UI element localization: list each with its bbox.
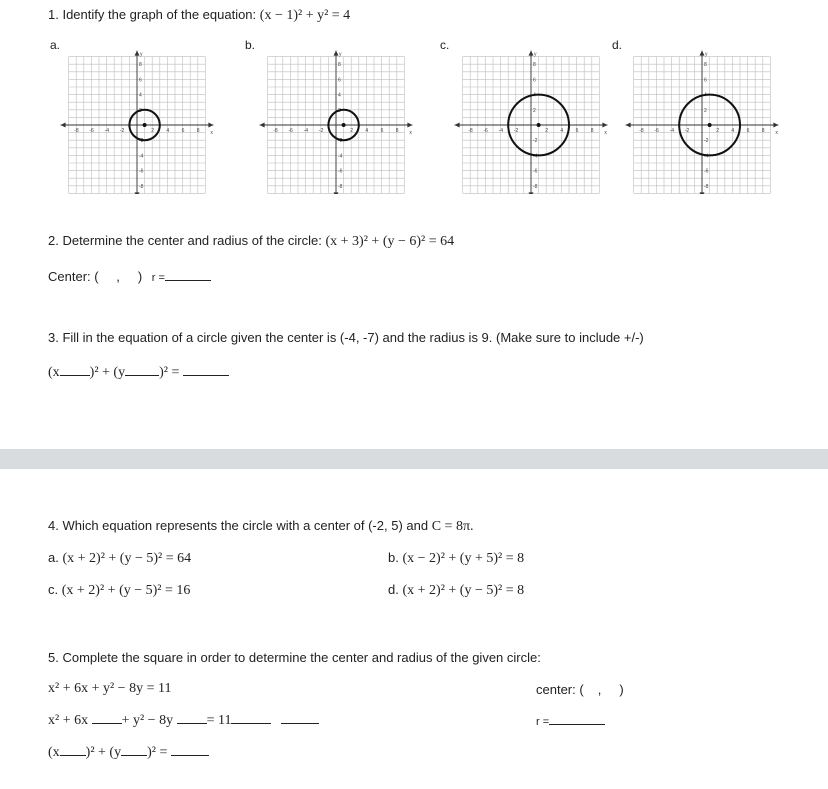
y-tick-label: -4 xyxy=(533,153,538,160)
y-tick-label: -2 xyxy=(338,138,343,145)
q5-x-blank[interactable] xyxy=(60,743,86,756)
q2-answer-line xyxy=(48,268,211,284)
y-tick-label: 2 xyxy=(338,107,341,114)
q4-choice-a-equation: (x + 2)² + (y − 5)² = 64 xyxy=(62,551,192,566)
x-tick-label: -2 xyxy=(684,128,690,134)
coordinate-plane xyxy=(55,39,220,194)
y-tick-label: 4 xyxy=(139,92,142,99)
q5-rhs-add-blank-1[interactable] xyxy=(231,711,271,724)
q5-steps-line xyxy=(48,711,319,729)
q5-radius-line xyxy=(536,712,605,728)
y-tick-label: -2 xyxy=(139,138,144,145)
y-tick-label: 8 xyxy=(139,62,142,69)
x-tick-label: 2 xyxy=(151,128,154,134)
q5-y-blank[interactable] xyxy=(121,743,147,756)
y-tick-label: 6 xyxy=(533,77,536,84)
q4-prompt: 4. Which equation represents the circle with a center of (-2, 5) and xyxy=(48,518,429,533)
q5-step-a: x² + 6x xyxy=(48,713,89,728)
y-tick-label: 2 xyxy=(704,107,707,114)
q1-option-a-label: a. xyxy=(50,38,61,52)
q4-choice-b-equation: (x − 2)² + (y + 5)² = 8 xyxy=(402,551,525,566)
q1-option-d-label: d. xyxy=(612,38,623,52)
y-tick-label: 8 xyxy=(533,62,536,69)
y-tick-label: 6 xyxy=(704,77,707,84)
y-tick-label: -6 xyxy=(704,168,709,175)
q2-equation: (x + 3)² + (y − 6)² = 64 xyxy=(325,234,455,249)
q2-radius-label: r = xyxy=(151,272,165,284)
q1-prompt: 1. Identify the graph of the equation: xyxy=(48,7,257,22)
q5-radius-blank[interactable] xyxy=(549,712,605,725)
x-tick-label: -4 xyxy=(669,128,675,134)
circle-center-dot xyxy=(342,123,346,127)
q5-rhs-blank[interactable] xyxy=(171,743,209,756)
x-tick-label: 4 xyxy=(560,128,564,134)
q2-radius-blank[interactable] xyxy=(165,268,211,281)
q5-center-label: center: ( xyxy=(536,682,584,697)
y-tick-label: -4 xyxy=(338,153,343,160)
y-tick-label: -6 xyxy=(338,168,343,175)
q3-y-blank[interactable] xyxy=(125,363,159,376)
y-tick-label: -6 xyxy=(139,168,144,175)
x-tick-label: 4 xyxy=(731,128,735,134)
q5-x-open: (x xyxy=(48,745,60,760)
q3-rhs-blank[interactable] xyxy=(183,363,229,376)
x-tick-label: 2 xyxy=(716,128,719,134)
y-tick-label: 6 xyxy=(139,77,142,84)
y-tick-label: -8 xyxy=(533,183,538,190)
q5-center-comma: , xyxy=(597,682,602,697)
q4-choice-d-label: d. xyxy=(388,582,399,597)
x-axis-label: x xyxy=(604,130,607,136)
x-tick-label: -4 xyxy=(303,128,309,134)
q4-line xyxy=(48,518,474,535)
q4-choice-d[interactable] xyxy=(388,582,524,599)
y-axis-label: y xyxy=(140,51,143,58)
coordinate-plane xyxy=(620,39,785,194)
x-tick-label: 8 xyxy=(196,128,200,134)
coordinate-plane xyxy=(254,39,419,194)
x-tick-label: -8 xyxy=(639,128,644,134)
q1-option-b-label: b. xyxy=(245,38,256,52)
q4-circumference: C = 8π. xyxy=(431,519,474,534)
x-tick-label: -6 xyxy=(654,128,659,134)
q1-equation: (x − 1)² + y² = 4 xyxy=(259,8,351,23)
x-tick-label: -2 xyxy=(513,128,519,134)
q2-center-close: ) xyxy=(137,269,143,284)
graph-option-b[interactable] xyxy=(254,39,419,194)
q3-sq-eq: )² = xyxy=(159,365,180,380)
q1-line xyxy=(48,7,350,24)
circle-center-dot xyxy=(708,123,712,127)
y-tick-label: 4 xyxy=(704,92,707,99)
q5-radius-label: r = xyxy=(536,716,550,728)
q4-choice-c-equation: (x + 2)² + (y − 5)² = 16 xyxy=(61,583,191,598)
q4-choice-b-label: b. xyxy=(388,550,399,565)
y-tick-label: -2 xyxy=(533,138,538,145)
graph-option-c[interactable] xyxy=(449,39,614,194)
y-tick-label: -2 xyxy=(704,138,709,145)
graph-option-a[interactable] xyxy=(55,39,220,194)
q5-prompt: 5. Complete the square in order to determine the center and radius of the given circle: xyxy=(48,650,541,665)
y-tick-label: 8 xyxy=(338,62,341,69)
x-tick-label: -6 xyxy=(89,128,94,134)
q5-equation: x² + 6x + y² − 8y = 11 xyxy=(48,681,172,696)
x-tick-label: 4 xyxy=(166,128,170,134)
section-divider xyxy=(0,449,828,469)
x-tick-label: 6 xyxy=(746,128,750,134)
y-tick-label: 2 xyxy=(533,107,536,114)
q4-choice-a-label: a. xyxy=(48,550,59,565)
q2-center-label: Center: ( xyxy=(48,269,99,284)
x-axis-label: x xyxy=(775,130,778,136)
x-tick-label: 6 xyxy=(181,128,185,134)
x-axis-label: x xyxy=(210,130,213,136)
x-tick-label: 8 xyxy=(590,128,594,134)
y-tick-label: -8 xyxy=(139,183,144,190)
q4-choice-a[interactable] xyxy=(48,550,191,567)
y-tick-label: -6 xyxy=(533,168,538,175)
q5-final-line xyxy=(48,743,209,761)
y-tick-label: 6 xyxy=(338,77,341,84)
x-tick-label: -8 xyxy=(273,128,278,134)
y-axis-label: y xyxy=(705,51,708,58)
x-tick-label: -4 xyxy=(104,128,110,134)
q2-prompt: 2. Determine the center and radius of the circle: xyxy=(48,233,322,248)
q3-answer-line xyxy=(48,363,229,381)
x-tick-label: -8 xyxy=(74,128,79,134)
y-tick-label: 4 xyxy=(338,92,341,99)
q3-x-blank[interactable] xyxy=(60,363,90,376)
x-tick-label: 2 xyxy=(350,128,353,134)
x-tick-label: 4 xyxy=(365,128,369,134)
y-tick-label: 8 xyxy=(704,62,707,69)
q5-rhs-add-blank-2[interactable] xyxy=(281,711,319,724)
q5-y-complete-blank[interactable] xyxy=(177,711,207,724)
y-tick-label: -8 xyxy=(704,183,709,190)
x-tick-label: -6 xyxy=(288,128,293,134)
q5-sq-plus: )² + (y xyxy=(85,745,122,760)
circle-center-dot xyxy=(537,123,541,127)
x-tick-label: -2 xyxy=(318,128,324,134)
q5-x-complete-blank[interactable] xyxy=(92,711,122,724)
x-axis-label: x xyxy=(409,130,412,136)
q2-center-comma: , xyxy=(116,269,120,284)
q3-sq-plus: )² + (y xyxy=(89,365,126,380)
q3-x-open: (x xyxy=(48,365,60,380)
q5-center-line xyxy=(536,682,624,697)
x-tick-label: 6 xyxy=(575,128,579,134)
q2-line xyxy=(48,233,454,250)
x-tick-label: 8 xyxy=(395,128,399,134)
x-tick-label: -4 xyxy=(498,128,504,134)
q4-choice-d-equation: (x + 2)² + (y − 5)² = 8 xyxy=(402,583,525,598)
x-tick-label: -2 xyxy=(119,128,125,134)
q4-choice-c[interactable] xyxy=(48,582,190,599)
y-axis-label: y xyxy=(534,51,537,58)
q4-choice-b[interactable] xyxy=(388,550,524,567)
y-tick-label: -4 xyxy=(139,153,144,160)
x-tick-label: -8 xyxy=(468,128,473,134)
y-tick-label: -4 xyxy=(704,153,709,160)
q1-option-c-label: c. xyxy=(440,38,450,52)
circle-center-dot xyxy=(143,123,147,127)
y-axis-label: y xyxy=(339,51,342,58)
q5-step-b: + y² − 8y xyxy=(121,713,174,728)
x-tick-label: 8 xyxy=(761,128,765,134)
q5-step-c: = 11 xyxy=(206,713,232,728)
q3-prompt: 3. Fill in the equation of a circle given the center is (-4, -7) and the radius is 9. (Make sure to include +/-) xyxy=(48,330,644,345)
q4-choice-c-label: c. xyxy=(48,582,59,597)
graph-option-d[interactable] xyxy=(620,39,785,194)
x-tick-label: 2 xyxy=(545,128,548,134)
y-tick-label: 2 xyxy=(139,107,142,114)
x-tick-label: 6 xyxy=(380,128,384,134)
x-tick-label: -6 xyxy=(483,128,488,134)
y-tick-label: 4 xyxy=(533,92,536,99)
y-tick-label: -8 xyxy=(338,183,343,190)
q5-center-close: ) xyxy=(619,682,624,697)
q5-sq-eq: )² = xyxy=(147,745,168,760)
coordinate-plane xyxy=(449,39,614,194)
